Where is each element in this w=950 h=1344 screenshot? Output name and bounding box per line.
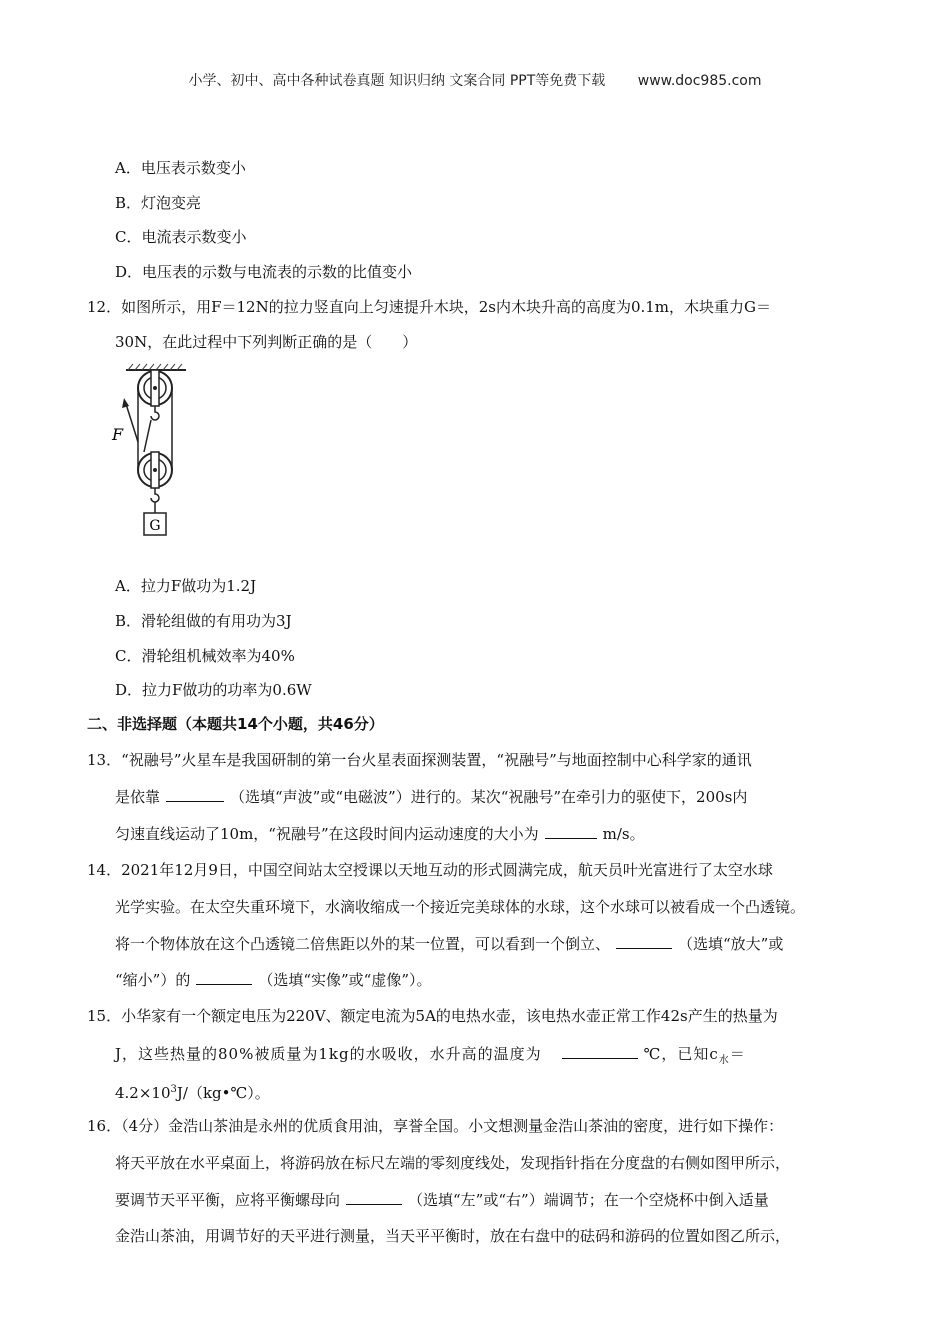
q11-option-b: B．灯泡变亮 — [115, 194, 202, 212]
q14-blank-1[interactable] — [616, 934, 672, 949]
q16-line2: 将天平放在水平桌面上，将游码放在标尺左端的零刻度线处，发现指针指在分度盘的右侧如图甲所示， — [115, 1154, 791, 1172]
q16-line1: 16．（4分）金浩山茶油是永州的优质食用油，享誉全国。小文想测量金浩山茶油的密度，进行如下操作： — [87, 1117, 784, 1135]
header-text: 小学、初中、高中各种试卷真题 知识归纳 文案合同 PPT等免费下载 — [188, 73, 606, 89]
weight-label: G — [149, 518, 161, 534]
q15-line3: $4.2\times 10^3J/(kg•℃)$。 — [115, 1084, 270, 1102]
q11-option-c: C．电流表示数变小 — [115, 228, 247, 246]
q13-line1: 13．“祝融号”火星车是我国研制的第一台火星表面探测装置，“祝融号”与地面控制中心科学家的通讯 — [87, 751, 752, 769]
page-header — [0, 70, 950, 90]
q16-blank-1[interactable] — [346, 1190, 402, 1205]
q14-line3: 将一个物体放在这个凸透镜二倍焦距以外的某一位置，可以看到一个倒立、 （选填“放大”或 — [115, 935, 784, 953]
q11-option-d: D．电压表的示数与电流表的示数的比值变小 — [115, 263, 413, 281]
q15-blank-1[interactable] — [562, 1044, 638, 1059]
q16-line3: 要调节天平平衡，应将平衡螺母向 （选填“左”或“右”）端调节；在一个空烧杯中倒入适量 — [115, 1191, 769, 1209]
q14-line1: 14．2021年12月9日，中国空间站太空授课以天地互动的形式圆满完成，航天员叶光富进行了太空水球 — [87, 861, 773, 879]
fixed-pulley — [138, 370, 172, 406]
q12-stem-line1: 12．如图所示，用F＝12N的拉力竖直向上匀速提升木块，2s内木块升高的高度为0.1m，木块重力G＝ — [87, 298, 772, 316]
q12-stem-line2: 30N，在此过程中下列判断正确的是（ ） — [115, 333, 418, 351]
q16-line4: 金浩山茶油，用调节好的天平进行测量，当天平平衡时，放在右盘中的砝码和游码的位置如图乙所示， — [115, 1227, 791, 1245]
q14-line2: 光学实验。在太空失重环境下，水滴收缩成一个接近完美球体的水球，这个水球可以被看成一个凸透镜。 — [115, 898, 806, 916]
q12-option-d: D．拉力F做功的功率为0.6W — [115, 681, 312, 699]
pulley-figure — [108, 362, 203, 542]
force-label: F — [112, 425, 124, 444]
q11-option-a: A．电压表示数变小 — [115, 159, 246, 177]
q12-option-c: C．滑轮组机械效率为40% — [115, 647, 295, 665]
q13-line3: 匀速直线运动了10m，“祝融号”在这段时间内运动速度的大小为 m/s。 — [115, 825, 645, 843]
q12-option-b: B．滑轮组做的有用功为3J — [115, 612, 292, 630]
q14-blank-2[interactable] — [196, 970, 252, 985]
q13-line2: 是依靠 （选填“声波”或“电磁波”）进行的。某次“祝融号”在牵引力的驱使下，200s内 — [115, 788, 748, 806]
q12-option-a: A．拉力F做功为1.2J — [115, 577, 257, 595]
q15-line1: 15．小华家有一个额定电压为220V、额定电流为5A的电热水壶，该电热水壶正常工作42s产生的热量为 — [87, 1007, 778, 1025]
q15-line2: J，这些热量的80%被质量为1kg的水吸收，水升高的温度为 ℃，已知$c_水=$ — [115, 1045, 746, 1066]
section-title: 二、非选择题（本题共14个小题，共46分） — [87, 715, 384, 733]
q14-line4: “缩小”）的 （选填“实像”或“虚像”）。 — [115, 971, 432, 989]
q13-blank-2[interactable] — [545, 824, 597, 839]
header-url[interactable]: www.doc985.com — [637, 73, 762, 89]
q13-blank-1[interactable] — [166, 787, 224, 802]
movable-pulley — [138, 452, 172, 488]
